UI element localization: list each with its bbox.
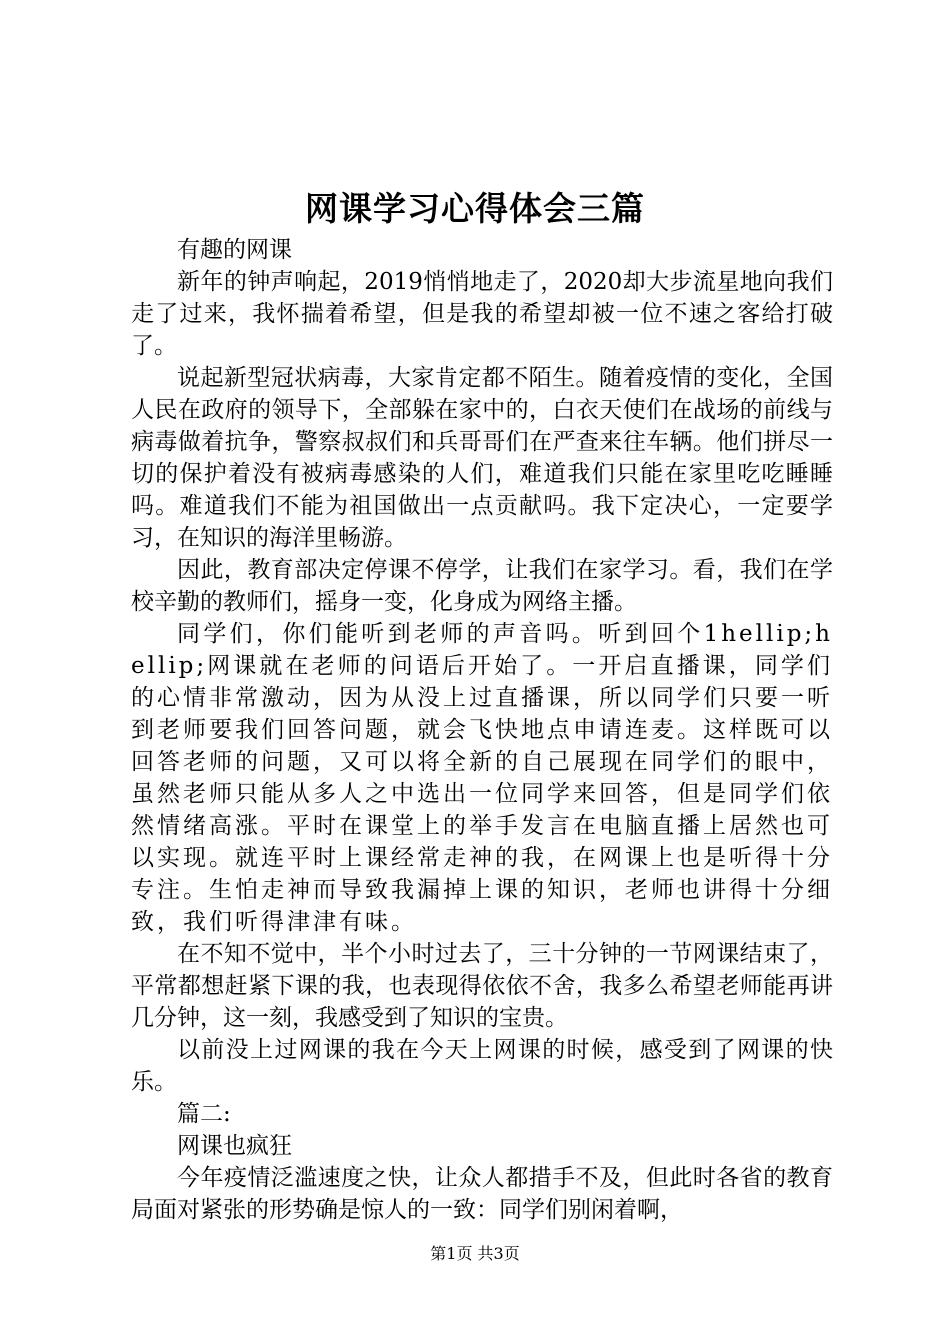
document-title: 网课学习心得体会三篇 <box>305 189 645 228</box>
paragraph: 说起新型冠状病毒，大家肯定都不陌生。随着疫情的变化，全国人民在政府的领导下，全部躲在家中的，白衣天使们在战场的前线与病毒做着抗争，警察叔叔们和兵哥哥们在严查来往车辆。他们拼尽一切的保护着没有被病毒感染的人们，难道我们只能在家里吃吃睡睡吗。难道我们不能为祖国做出一点贡献吗。我下定决心，一定要学习，在知识的海洋里畅游。 <box>131 365 833 551</box>
paragraph: 今年疫情泛滥速度之快，让众人都措手不及，但此时各省的教育局面对紧张的形势确是惊人的一致：同学们别闲着啊， <box>131 1165 833 1223</box>
paragraph: 以前没上过网课的我在今天上网课的时候，感受到了网课的快乐。 <box>131 1037 833 1095</box>
paragraph: 同学们，你们能听到老师的声音吗。听到回个1hellip;hellip;网课就在老师的问语后开始了。一开启直播课，同学们的心情非常激动，因为从没上过直播课，所以同学们只要一听到老师要我们回答问题，就会飞快地点申请连麦。这样既可以回答老师的问题，又可以将全新的自己展现在同学们的眼中，虽然老师只能从多人之中选出一位同学来回答，但是同学们依然情绪高涨。平时在课堂上的举手发言在电脑直播上居然也可以实现。就连平时上课经常走神的我，在网课上也是听得十分专注。生怕走神而导致我漏掉上课的知识，老师也讲得十分细致，我们听得津津有味。 <box>131 621 833 935</box>
section-label: 篇二: <box>177 1101 231 1127</box>
section-heading: 网课也疯狂 <box>177 1133 292 1159</box>
paragraph: 在不知不觉中，半个小时过去了，三十分钟的一节网课结束了，平常都想赶紧下课的我，也表现得依依不舍，我多么希望老师能再讲几分钟，这一刻，我感受到了知识的宝贵。 <box>131 941 833 1031</box>
paragraph: 新年的钟声响起，2019悄悄地走了，2020却大步流星地向我们走了过来，我怀揣着希望，但是我的希望却被一位不速之客给打破了。 <box>131 269 833 359</box>
page-indicator: 第1页 共3页 <box>430 1244 520 1263</box>
document-body <box>131 234 833 1226</box>
section-heading: 有趣的网课 <box>177 237 292 263</box>
paragraph: 因此，教育部决定停课不停学，让我们在家学习。看，我们在学校辛勤的教师们，摇身一变，化身成为网络主播。 <box>131 557 833 615</box>
